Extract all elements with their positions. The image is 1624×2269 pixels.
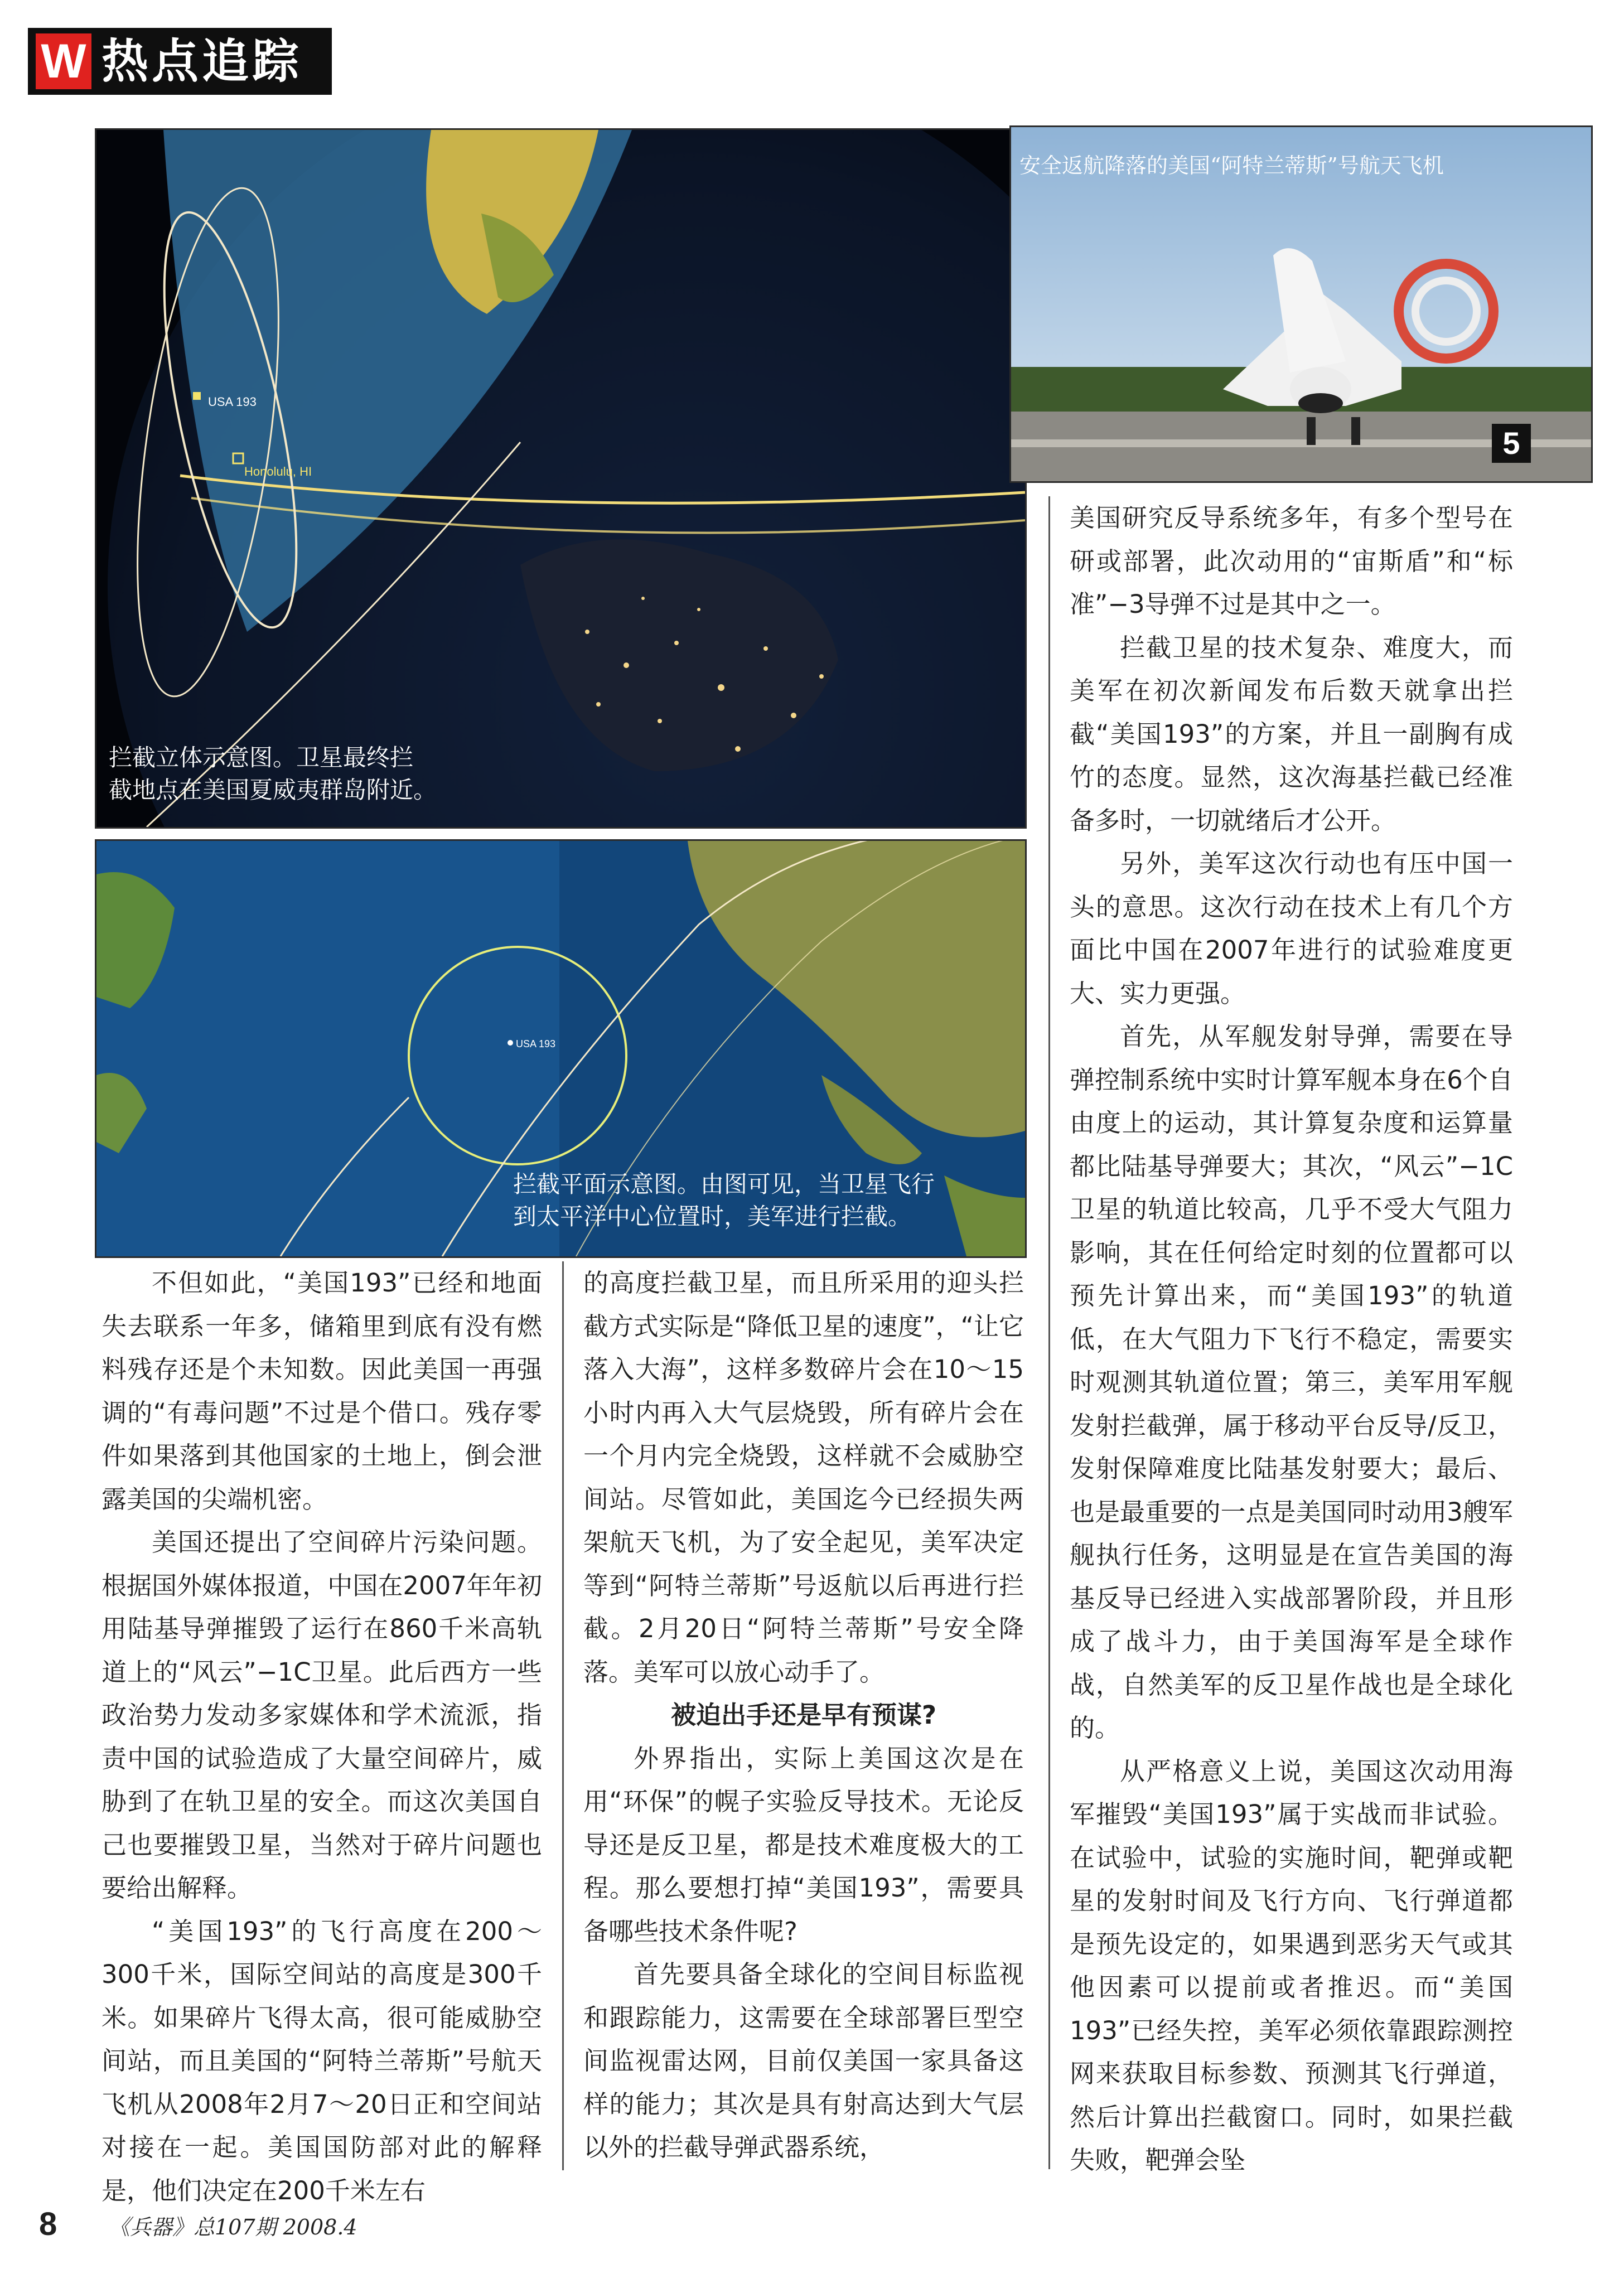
paragraph: 拦截卫星的技术复杂、难度大，而美军在初次新闻发布后数天就拿出拦截“美国193”的方案，并且一副胸有成竹的态度。显然，这次海基拦截已经准备多时，一切就绪后才公开。 <box>1070 632 1513 835</box>
sat-label-globe: USA 193 <box>208 395 257 409</box>
page-number: 8 <box>39 2206 57 2242</box>
sat-label-map: USA 193 <box>516 1038 556 1049</box>
paragraph: “美国193”的飞行高度在200～300千米，国际空间站的高度是300千米。如果碎片飞得太高，很可能威胁空间站，而且美国的“阿特兰蒂斯”号航天飞机从2008年2月7～20日正和空间站对接在一起。美国国防部对此的解释是，他们决定在200千米左右 <box>102 1916 542 2205</box>
column-divider <box>562 1261 564 2170</box>
honolulu-label: Honolulu, HI <box>244 465 312 478</box>
paragraph: 首先要具备全球化的空间目标监视和跟踪能力，这需要在全球部署巨型空间监视雷达网，目前仅美国一家具备这样的能力；其次是具有射高达到大气层以外的拦截导弹武器系统， <box>583 1960 1024 2162</box>
text-column-right <box>1070 496 1513 2182</box>
globe-illustration <box>96 130 1025 827</box>
text-column-left <box>102 1261 542 2212</box>
magazine-logo-w: W <box>36 33 91 89</box>
paragraph: 美国还提出了空间碎片污染问题。根据国外媒体报道，中国在2007年年初用陆基导弹摧毁了运行在860千米高轨道上的“风云”−1C卫星。此后西方一些政治势力发动多家媒体和学术流派，指责中国的试验造成了大量空间碎片，威胁到了在轨卫星的安全。而这次美国自己也要摧毁卫星，当然对于碎片问题也要给出解释。 <box>102 1527 542 1903</box>
paragraph: 另外，美军这次行动也有压中国一头的意思。这次行动在技术上有几个方面比中国在2007年进行的试验难度更大、实力更强。 <box>1070 849 1513 1008</box>
paragraph: 美国研究反导系统多年，有多个型号在研或部署，此次动用的“宙斯盾”和“标准”−3导弹不过是其中之一。 <box>1070 503 1513 619</box>
paragraph: 的高度拦截卫星，而且所采用的迎头拦截方式实际是“降低卫星的速度”，“让它落入大海”，这样多数碎片会在10～15小时内再入大气层烧毁，所有碎片会在一个月内完全烧毁，这样就不会威胁空间站。尽管如此，美国迄今已经损失两架航天飞机，为了安全起见，美军决定等到“阿特兰蒂斯”号返航以后再进行拦截。2月20日“阿特兰蒂斯”号安全降落。美军可以放心动手了。 <box>583 1268 1024 1687</box>
shuttle-caption: 安全返航降落的美国“阿特兰蒂斯”号航天飞机 <box>1019 153 1444 178</box>
paragraph: 从严格意义上说，美国这次动用海军摧毁“美国193”属于实战而非试验。在试验中，试验的实施时间，靶弹或靶星的发射时间及飞行方向、飞行弹道都是预先设定的，如果遇到恶劣天气或其他因素可以提前或者推迟。而“美国193”已经失控，美军必须依靠跟踪测控网来获取目标参数、预测其飞行弹道，然后计算出拦截窗口。同时，如果拦截失败，靶弹会坠 <box>1070 1756 1513 2175</box>
subheading: 被迫出手还是早有预谋? <box>670 1700 937 1730</box>
text-column-middle <box>583 1261 1024 2169</box>
section-header <box>28 28 332 95</box>
globe-caption <box>109 742 437 806</box>
journal-footer: 《兵器》总107期 2008.4 <box>109 2215 357 2239</box>
paragraph: 首先，从军舰发射导弹，需要在导弹控制系统中实时计算军舰本身在6个自由度上的运动，其计算复杂度和运算量都比陆基导弹要大；其次，“风云”−1C卫星的轨道比较高，几乎不受大气阻力影响，其在任何给定时刻的位置都可以预先计算出来，而“美国193”的轨道低，在大气阻力下飞行不稳定，需要实时观测其轨道位置；第三，美军用军舰发射拦截弹，属于移动平台反导/反卫，发射保障难度比陆基发射要大；最后、也是最重要的一点是美国同时动用3艘军舰执行任务，这明显是在宣告美国的海基反导已经进入实战部署阶段，并且形成了战斗力，由于美国海军是全球作战，自然美军的反卫星作战也是全球化的。 <box>1070 1022 1513 1743</box>
map-caption-line-1: 拦截平面示意图。由图可见，当卫星飞行 <box>513 1170 935 1198</box>
paragraph: 外界指出，实际上美国这次是在用“环保”的幌子实验反导技术。无论反导还是反卫星，都是技术难度极大的工程。那么要想打掉“美国193”，需要具备哪些技术条件呢? <box>583 1743 1024 1946</box>
satellite-dot <box>508 1040 513 1046</box>
map-caption-line-2: 到太平洋中心位置时，美军进行拦截。 <box>513 1203 912 1230</box>
satellite-marker <box>193 392 201 400</box>
section-title: 热点追踪 <box>102 33 303 89</box>
column-divider <box>1048 496 1050 2169</box>
globe-caption-line-2: 截地点在美国夏威夷群岛附近。 <box>109 776 437 804</box>
photo-number-badge: 5 <box>1492 424 1531 463</box>
globe-caption-line-1: 拦截立体示意图。卫星最终拦 <box>109 744 414 771</box>
map-caption <box>513 1168 935 1233</box>
paragraph: 不但如此，“美国193”已经和地面失去联系一年多，储箱里到底有没有燃料残存还是个未知数。因此美国一再强调的“有毒问题”不过是个借口。残存零件如果落到其他国家的土地上，倒会泄露美国的尖端机密。 <box>102 1268 542 1514</box>
globe-intercept-image <box>95 128 1027 829</box>
